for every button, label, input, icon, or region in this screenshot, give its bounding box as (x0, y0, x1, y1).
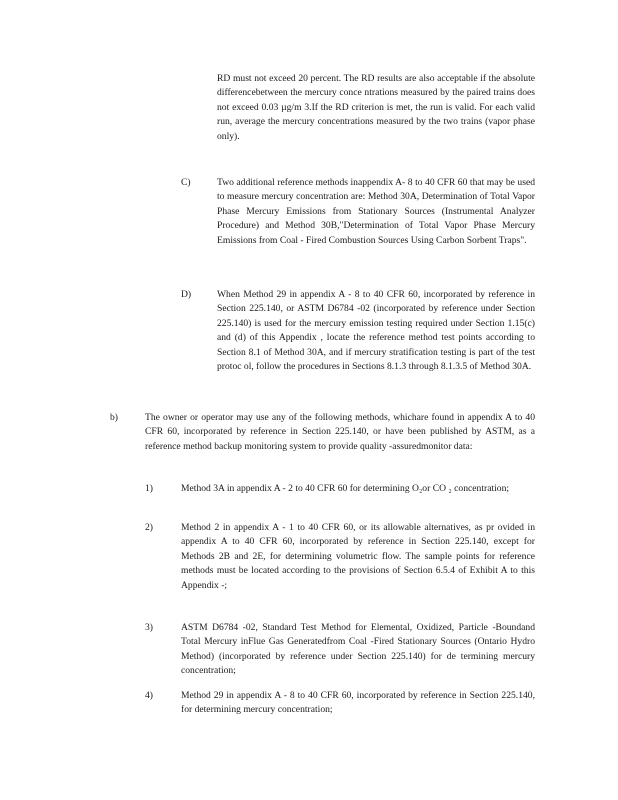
item-marker-c: C) (181, 177, 191, 188)
paragraph-text: Two additional reference methods inappendix A- 8 to 40 CFR 60 that may be used to measure mercury concentration are: Method 30A, Determination of Total Vapor Phase Mercury Emissions from Stationary Sources (Instrumental Analyzer Procedure) and Method 30B,"Determination of Total Vapor Phase Mercury Emissions from Coal - Fired Combustion Sources Using Carbon Sorbent Traps". (217, 177, 535, 246)
sub-item-3-paragraph (181, 621, 535, 679)
section-marker-b: b) (110, 412, 118, 423)
sub-item-marker-3: 3) (145, 622, 153, 633)
sub-item-marker-1: 1) (145, 483, 153, 494)
sub-item-4-paragraph (181, 689, 535, 718)
item-c-paragraph (217, 176, 535, 248)
paragraph-text: The owner or operator may use any of the following methods, whichare found in appendix A to 40 CFR 60, incorporated by reference in Section 225.140, or have been published by ASTM, as a reference method backup monitoring system to provide quality -assuredmonitor data: (145, 412, 535, 452)
paragraph-text: ASTM D6784 -02, Standard Test Method for Elemental, Oxidized, Particle -Boundand Total Mercury inFlue Gas Generatedfrom Coal -Fired Stationary Sources (Ontario Hydro Method) (incorporated by reference under Section 225.140) for de termining mercury concentration; (181, 622, 535, 677)
sub-item-1-paragraph (181, 482, 535, 496)
item-marker-d: D) (181, 289, 192, 300)
sub-item-marker-2: 2) (145, 522, 153, 533)
paragraph-text: Method 2 in appendix A - 1 to 40 CFR 60, or its allowable alternatives, as pr ovided in appendix A to 40 CFR 60, incorporated by reference in Section 225.140, except for Methods 2B and 2E, for determining volumetric flow. The sample points for reference methods must be located according to the provisions of Section 6.5.4 of Exhibit A to this Appendix -; (181, 522, 535, 591)
sub-item-2-paragraph (181, 521, 535, 593)
section-b-paragraph (145, 411, 535, 454)
item-d-paragraph (217, 288, 535, 374)
paragraph-text: Method 29 in appendix A - 8 to 40 CFR 60, incorporated by reference in Section 225.140, for determining mercury concentration; (181, 690, 535, 716)
paragraph-text: Method 3A in appendix A - 2 to 40 CFR 60 for determining O₂or CO ₂ concentration; (181, 483, 510, 494)
paragraph-text: When Method 29 in appendix A - 8 to 40 CFR 60, incorporated by reference in Section 225.140, or ASTM D6784 -02 (incorporated by reference under Section 225.140) is used for the mercury emission testing required under Section 1.15(c) and (d) of this Appendix , locate the reference method test points according to Section 8.1 of Method 30A, and if mercury stratification testing is part of the test protoc ol, follow the procedures in Sections 8.1.3 through 8.1.3.5 of Method 30A. (217, 289, 535, 373)
sub-item-marker-4: 4) (145, 690, 153, 701)
paragraph-text: RD must not exceed 20 percent. The RD results are also acceptable if the absolute differencebetween the mercury conce ntrations measured by the paired trains does not exceed 0.03 µg/m 3.If the RD criterion is met, the run is valid. For each valid run, average the mercury concentrations measured by the two trains (vapor phase only). (217, 73, 535, 142)
rd-criterion-paragraph (217, 72, 535, 144)
